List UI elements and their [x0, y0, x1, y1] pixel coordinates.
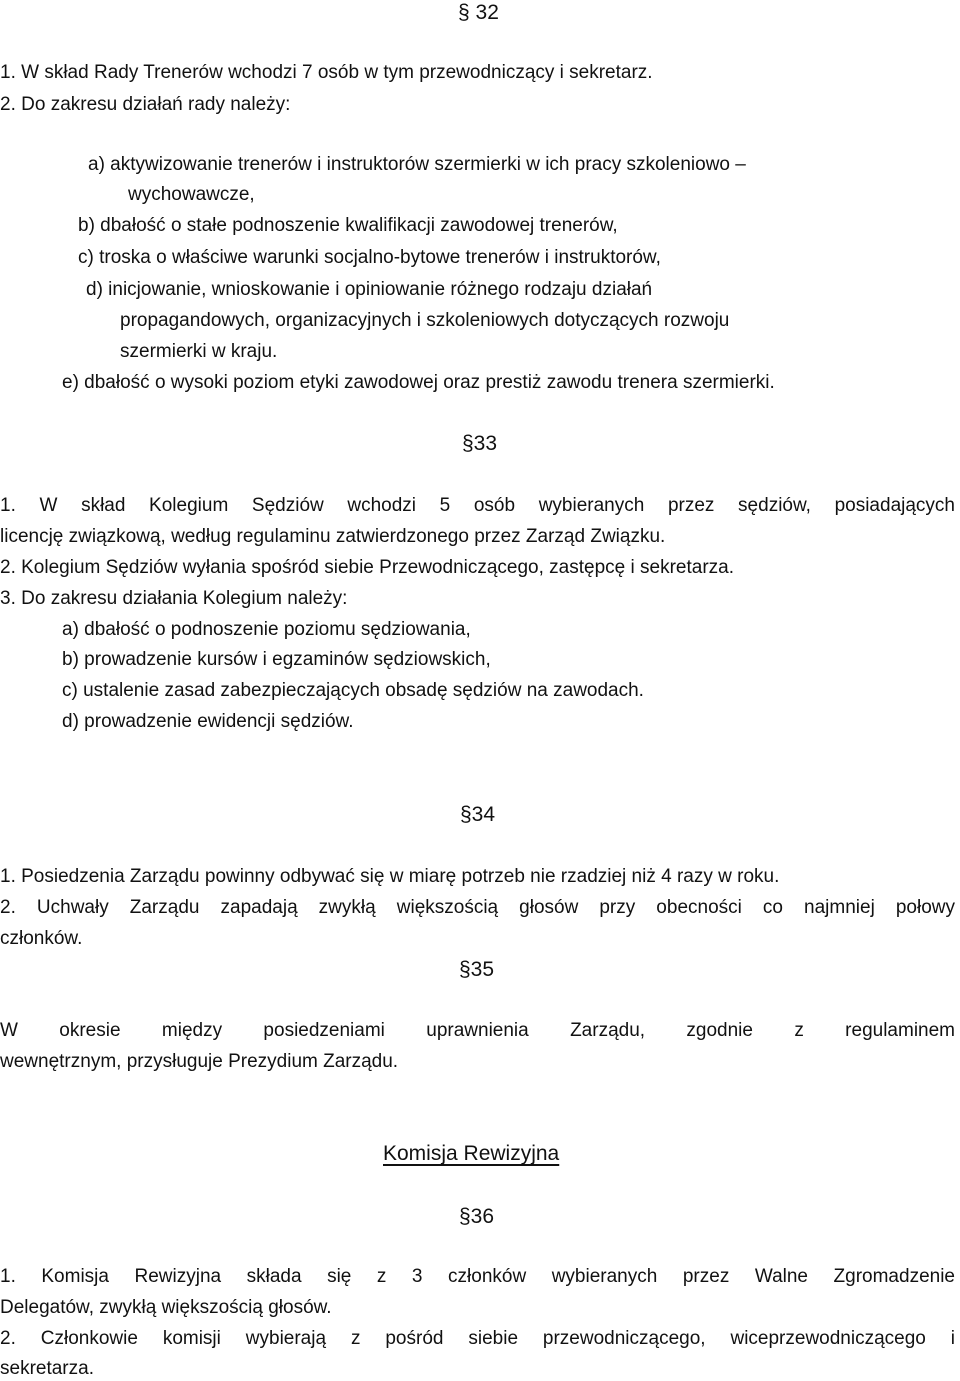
section-33-heading: §33 — [462, 432, 498, 455]
sec32-paragraph-1: 1. W skład Rady Trenerów wchodzi 7 osób w tym przewodniczący i sekretarz. — [0, 62, 653, 83]
section-35-heading: §35 — [459, 958, 495, 981]
sec34-paragraph-1: 1. Posiedzenia Zarządu powinny odbywać się w miarę potrzeb nie rzadziej niż 4 razy w roku. — [0, 866, 780, 887]
sec33-paragraph-1-line-2: licencję związkową, według regulaminu zatwierdzonego przez Zarząd Związku. — [0, 526, 666, 547]
sec32-item-d-line-1: d) inicjowanie, wnioskowanie i opiniowanie różnego rodzaju działań — [86, 279, 653, 300]
sec36-paragraph-1-line-2: Delegatów, zwykłą większością głosów. — [0, 1297, 332, 1318]
sec33-item-d: d) prowadzenie ewidencji sędziów. — [62, 711, 354, 732]
sec36-paragraph-2-line-2: sekretarza. — [0, 1358, 94, 1379]
sec32-item-a-line-2: wychowawcze, — [128, 184, 255, 205]
komisja-rewizyjna-title: Komisja Rewizyjna — [383, 1142, 560, 1165]
sec33-item-c: c) ustalenie zasad zabezpieczających obsadę sędziów na zawodach. — [62, 680, 644, 701]
sec32-item-e: e) dbałość o wysoki poziom etyki zawodowej oraz prestiż zawodu trenera szermierki. — [62, 372, 775, 393]
section-34-heading: §34 — [460, 803, 496, 826]
sec33-paragraph-3: 3. Do zakresu działania Kolegium należy: — [0, 588, 348, 609]
sec32-item-d-line-2: propagandowych, organizacyjnych i szkoleniowych dotyczących rozwoju — [120, 310, 730, 331]
section-36-heading: §36 — [459, 1205, 495, 1228]
sec35-paragraph-line-1: W okresie między posiedzeniami uprawnienia Zarządu, zgodnie z regulaminem — [0, 1020, 955, 1041]
sec35-paragraph-line-2: wewnętrznym, przysługuje Prezydium Zarządu. — [0, 1051, 399, 1072]
sec36-paragraph-2-line-1: 2. Członkowie komisji wybierają z pośród siebie przewodniczącego, wiceprzewodniczącego i — [0, 1328, 955, 1349]
sec36-paragraph-1-line-1: 1. Komisja Rewizyjna składa się z 3 członków wybieranych przez Walne Zgromadzenie — [0, 1266, 955, 1287]
sec33-paragraph-2: 2. Kolegium Sędziów wyłania spośród siebie Przewodniczącego, zastępcę i sekretarza. — [0, 557, 734, 578]
sec32-item-a-line-1: a) aktywizowanie trenerów i instruktorów szermierki w ich pracy szkoleniowo – — [88, 154, 746, 175]
sec34-paragraph-2-line-2: członków. — [0, 928, 83, 949]
sec33-item-b: b) prowadzenie kursów i egzaminów sędziowskich, — [62, 649, 491, 670]
sec33-paragraph-1-line-1: 1. W skład Kolegium Sędziów wchodzi 5 osób wybieranych przez sędziów, posiadających — [0, 495, 955, 516]
sec32-paragraph-2: 2. Do zakresu działań rady należy: — [0, 94, 291, 115]
sec33-item-a: a) dbałość o podnoszenie poziomu sędziowania, — [62, 619, 471, 640]
section-32-heading: § 32 — [458, 1, 499, 24]
sec32-item-c: c) troska o właściwe warunki socjalno-bytowe trenerów i instruktorów, — [78, 247, 661, 268]
sec32-item-d-line-3: szermierki w kraju. — [120, 341, 278, 362]
sec32-item-b: b) dbałość o stałe podnoszenie kwalifikacji zawodowej trenerów, — [78, 215, 618, 236]
sec34-paragraph-2-line-1: 2. Uchwały Zarządu zapadają zwykłą większością głosów przy obecności co najmniej połowy — [0, 897, 955, 918]
